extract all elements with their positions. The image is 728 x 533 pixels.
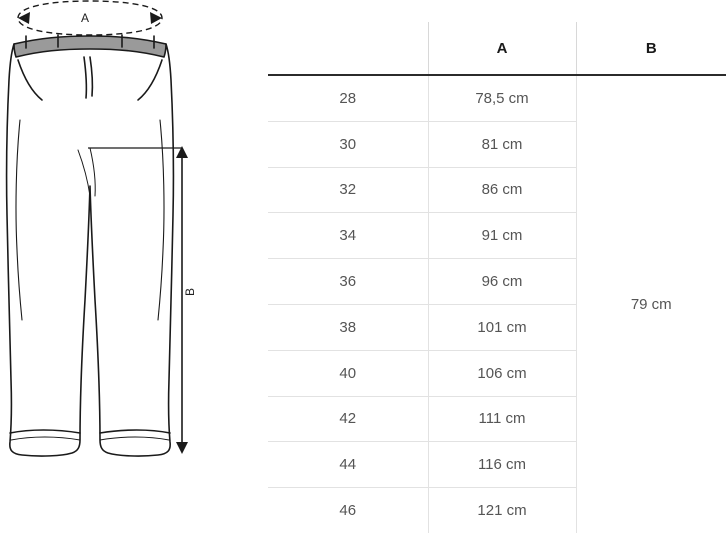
cell-size: 44 <box>268 442 428 488</box>
cell-size: 36 <box>268 259 428 305</box>
cell-a: 96 cm <box>428 259 576 305</box>
cell-b-merged: 79 cm <box>576 75 726 533</box>
cell-a: 116 cm <box>428 442 576 488</box>
header-b: B <box>576 22 726 75</box>
header-size <box>268 22 428 75</box>
header-row <box>268 22 726 75</box>
table-body <box>268 75 726 533</box>
header-a: A <box>428 22 576 75</box>
trousers-outline <box>7 35 174 456</box>
trousers-illustration <box>0 0 262 533</box>
size-table <box>268 22 726 533</box>
cell-size: 46 <box>339 502 357 520</box>
cell-a: 78,5 cm <box>428 75 576 121</box>
cell-size: 38 <box>268 304 428 350</box>
cell-size: 32 <box>268 167 428 213</box>
cell-a: 81 cm <box>428 121 576 167</box>
cell-a: 111 cm <box>428 396 576 442</box>
cell-size: 28 <box>268 75 428 121</box>
cell-size: 34 <box>268 213 428 259</box>
cell-a: 106 cm <box>428 350 576 396</box>
cell-a: 121 cm <box>428 488 576 533</box>
waist-measure-ellipse <box>18 1 162 35</box>
table-header <box>268 22 726 75</box>
cell-a: 91 cm <box>428 213 576 259</box>
table-row <box>268 75 726 121</box>
cell-a: 101 cm <box>428 304 576 350</box>
cell-size: 30 <box>268 121 428 167</box>
cell-a: 86 cm <box>428 167 576 213</box>
cell-size: 40 <box>268 350 428 396</box>
cell-size: 42 <box>268 396 428 442</box>
waist-label-a: A <box>80 11 90 25</box>
length-label-b: B <box>183 287 197 297</box>
